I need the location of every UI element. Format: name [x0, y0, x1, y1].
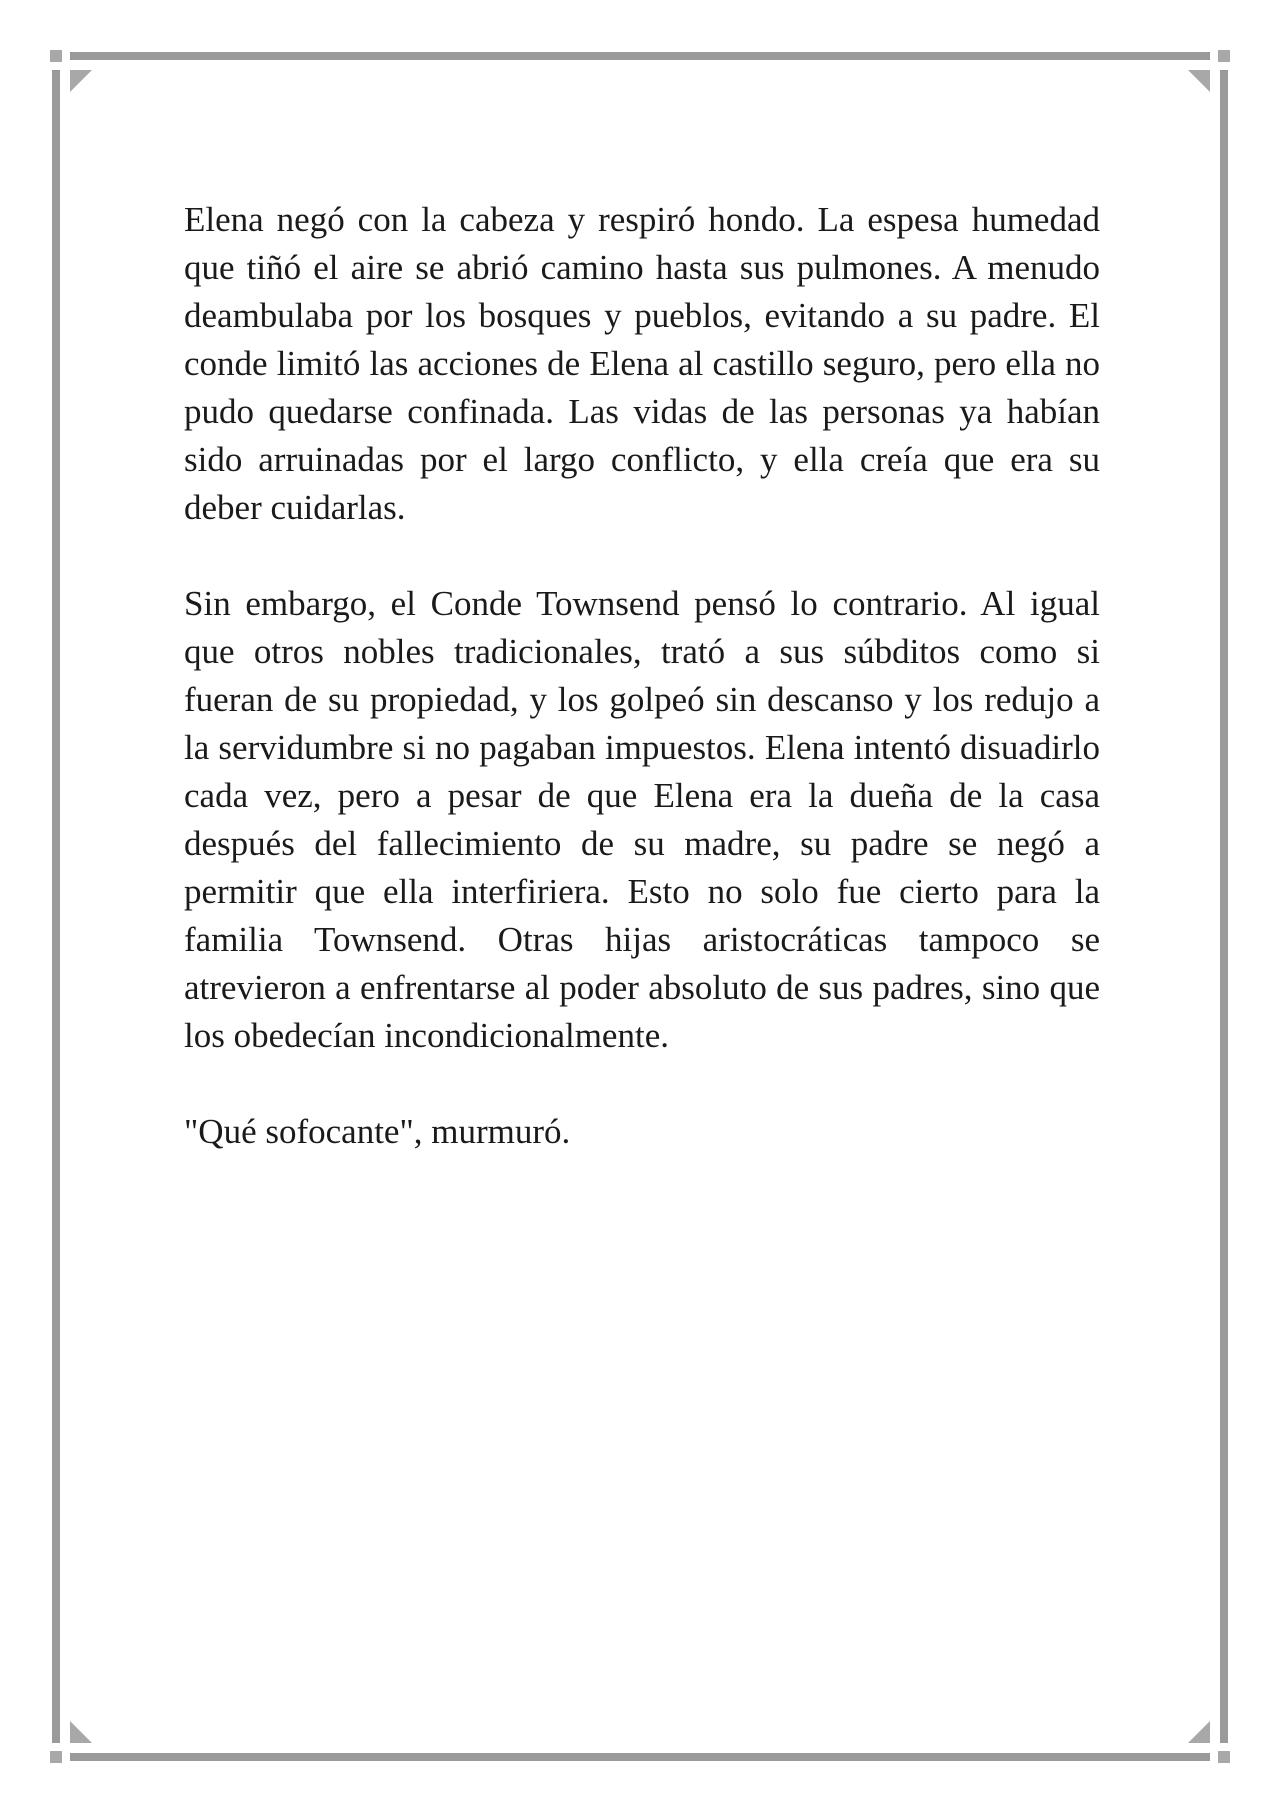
paragraph-3: "Qué sofocante", murmuró.: [184, 1112, 571, 1151]
triangle-bottom-right: [1188, 1721, 1210, 1743]
triangle-top-left: [70, 70, 92, 92]
paragraph-1: Elena negó con la cabeza y respiró hondo. La espesa humedad que tiñó el aire se abrió camino hasta sus pulmones. A menudo deambulaba por los bosques y pueblos, evitando a su padre. El conde limitó las acciones de Elena al castillo seguro, pero ella no pudo quedarse confinada. Las vidas de las personas ya habían sido arruinadas por el largo conflicto, y ella creía que era su deber cuidarlas.: [184, 200, 1100, 527]
triangle-top-right: [1188, 70, 1210, 92]
document-body: [184, 196, 1100, 1204]
corner-square-bottom-right: [1218, 1751, 1230, 1763]
triangle-bottom-left: [70, 1721, 92, 1743]
corner-square-bottom-left: [50, 1751, 62, 1763]
corner-square-top-left: [50, 50, 62, 62]
corner-square-top-right: [1218, 50, 1230, 62]
paragraph-2: Sin embargo, el Conde Townsend pensó lo contrario. Al igual que otros nobles tradicionales, trató a sus súbditos como si fueran de su propiedad, y los golpeó sin descanso y los redujo a la servidumbre si no pagaban impuestos. Elena intentó disuadirlo cada vez, pero a pesar de que Elena era la dueña de la casa después del fallecimiento de su madre, su padre se negó a permitir que ella interfiriera. Esto no solo fue cierto para la familia Townsend. Otras hijas aristocráticas tampoco se atrevieron a enfrentarse al poder absoluto de sus padres, sino que los obedecían incondicionalmente.: [184, 584, 1100, 1055]
